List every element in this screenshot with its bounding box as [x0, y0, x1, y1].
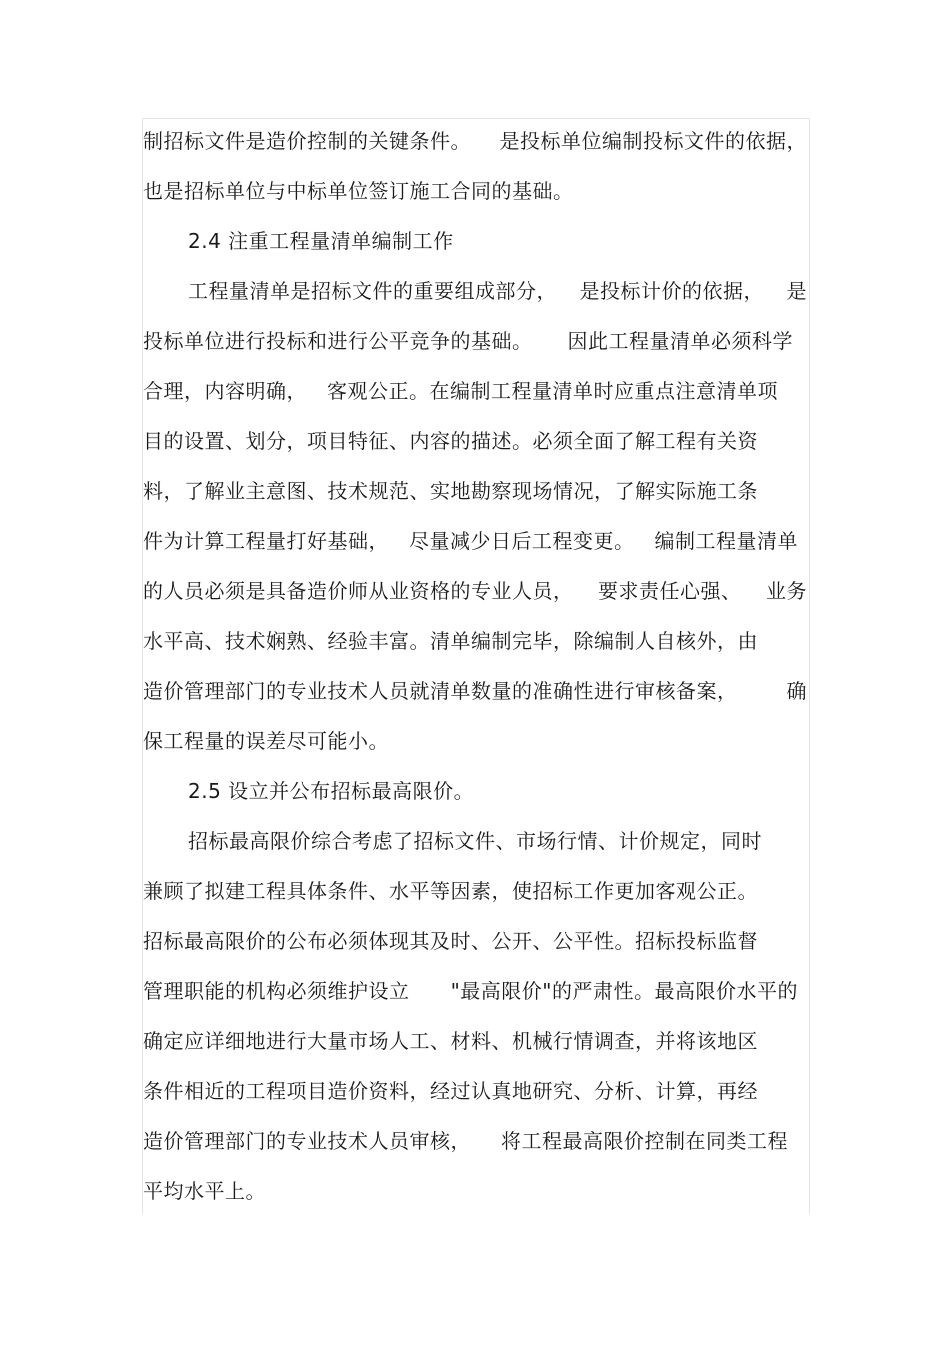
text-line: [143, 476, 807, 506]
heading-text: 2.5 设立并公布招标最高限价。: [188, 779, 475, 803]
text-segment: 造价管理部门的专业技术人员就清单数量的准确性进行审核备案，: [143, 679, 738, 703]
text-segment: 编制工程量清单: [654, 529, 798, 553]
text-segment: 招标最高限价的公布必须体现其及时、公开、公平性。招标投标监督: [143, 929, 758, 953]
text-segment: 件为计算工程量打好基础，: [143, 529, 389, 553]
text-segment: "最高限价"的严肃性。最高限价水平的: [450, 979, 798, 1003]
text-segment: 也是招标单位与中标单位签订施工合同的基础。: [143, 179, 574, 203]
text-segment: 条件相近的工程项目造价资料，经过认真地研究、分析、计算，再经: [143, 1079, 758, 1103]
text-segment: 造价管理部门的专业技术人员审核，: [143, 1129, 471, 1153]
text-segment: 客观公正。在编制工程量清单时应重点注意清单项: [327, 379, 778, 403]
text-segment: 制招标文件是造价控制的关键条件。: [143, 129, 471, 153]
text-line: [143, 376, 778, 406]
text-line: [143, 1176, 807, 1206]
text-line: [143, 676, 807, 706]
text-line: [188, 276, 807, 306]
section-heading: [188, 226, 807, 256]
text-segment: 是投标计价的依据，: [579, 279, 764, 303]
text-segment: 工程量清单是招标文件的重要组成部分，: [188, 279, 557, 303]
text-line: [143, 876, 807, 906]
text-segment: 兼顾了拟建工程具体条件、水平等因素，使招标工作更加客观公正。: [143, 879, 758, 903]
text-line: [143, 576, 807, 606]
text-line: [188, 826, 807, 856]
text-line: [143, 976, 798, 1006]
text-segment: 的人员必须是具备造价师从业资格的专业人员，: [143, 579, 574, 603]
text-line: [143, 726, 807, 756]
text-segment: 目的设置、划分，项目特征、内容的描述。必须全面了解工程有关资: [143, 429, 758, 453]
text-line: [143, 526, 798, 556]
text-segment: 投标单位进行投标和进行公平竞争的基础。: [143, 329, 533, 353]
text-segment: 合理，内容明确，: [143, 379, 307, 403]
text-line: [143, 326, 793, 356]
text-segment: 平均水平上。: [143, 1179, 266, 1203]
text-line: [143, 926, 807, 956]
text-line: [143, 626, 807, 656]
heading-text: 2.4 注重工程量清单编制工作: [188, 229, 454, 253]
text-segment: 尽量减少日后工程变更。: [409, 529, 635, 553]
text-segment: 是投标单位编制投标文件的依据，: [499, 129, 807, 153]
text-segment: 因此工程量清单必须科学: [567, 329, 793, 353]
text-segment: 料，了解业主意图、技术规范、实地勘察现场情况，了解实际施工条: [143, 479, 758, 503]
text-segment: 要求责任心强、: [598, 579, 742, 603]
section-heading: [188, 776, 807, 806]
text-line: [143, 176, 807, 206]
text-segment: 确: [786, 679, 807, 703]
text-segment: 水平高、技术娴熟、经验丰富。清单编制完毕，除编制人自核外，由: [143, 629, 758, 653]
text-line: [143, 1026, 807, 1056]
text-segment: 招标最高限价综合考虑了招标文件、市场行情、计价规定，同时: [188, 829, 762, 853]
text-segment: 是: [786, 279, 807, 303]
text-line: [143, 126, 807, 156]
text-segment: 管理职能的机构必须维护设立: [143, 979, 410, 1003]
text-line: [143, 1126, 788, 1156]
text-segment: 业务: [766, 579, 807, 603]
text-segment: 将工程最高限价控制在同类工程: [501, 1129, 788, 1153]
text-line: [143, 1076, 807, 1106]
text-segment: 确定应详细地进行大量市场人工、材料、机械行情调查，并将该地区: [143, 1029, 758, 1053]
text-line: [143, 426, 807, 456]
text-segment: 保工程量的误差尽可能小。: [143, 729, 389, 753]
